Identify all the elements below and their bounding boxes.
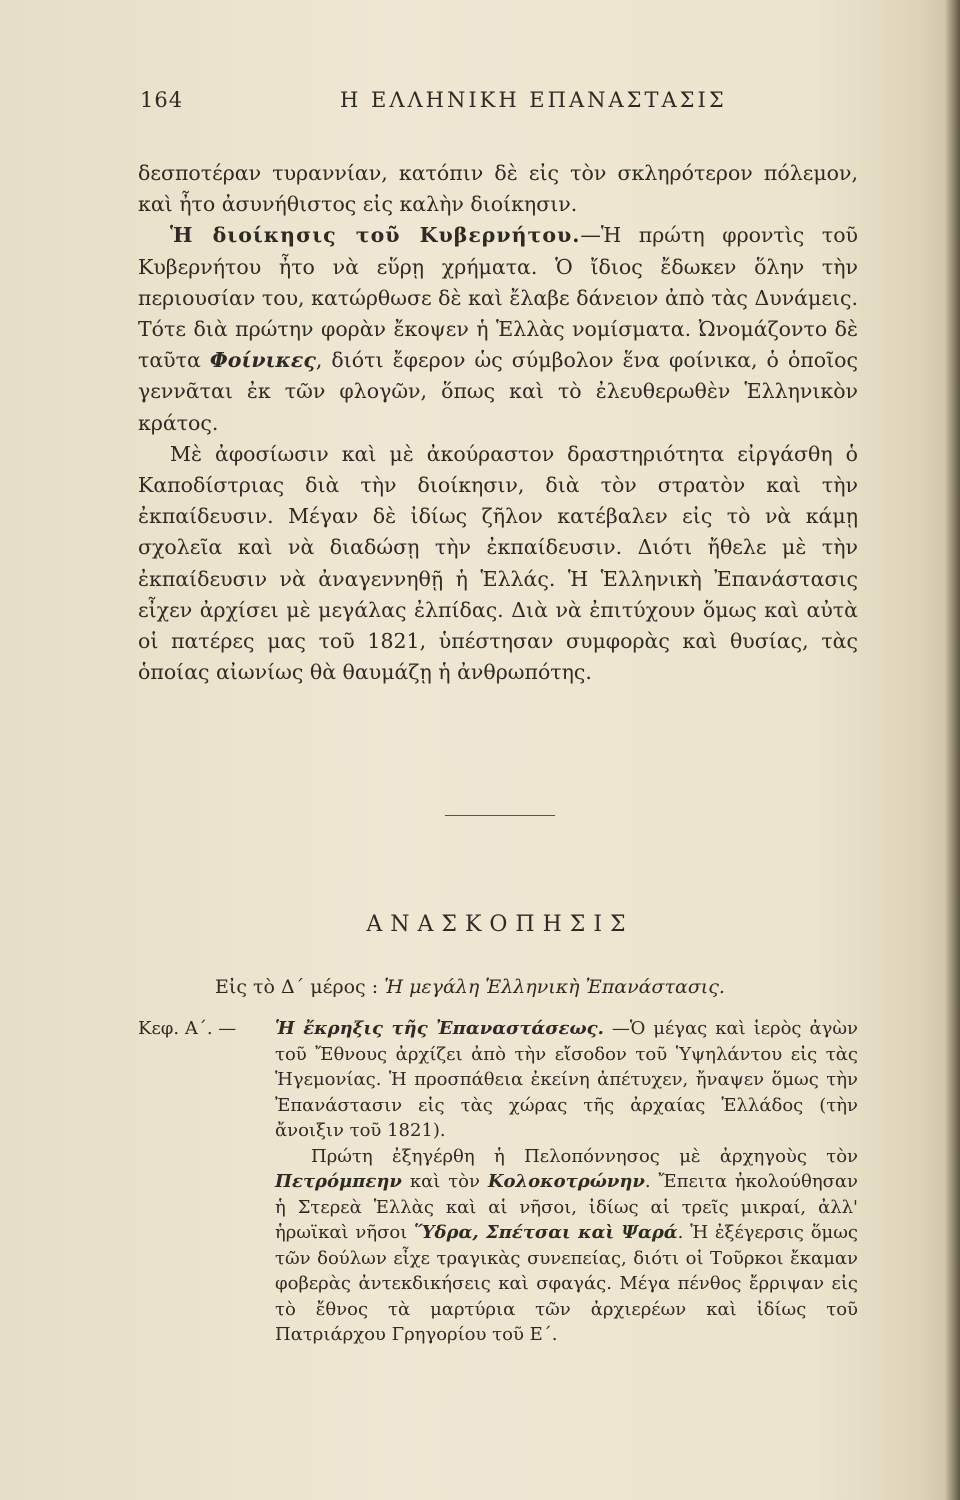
review-title: ΑΝΑΣΚΟΠΗΣΙΣ — [366, 912, 634, 937]
page-header — [140, 88, 840, 118]
summary-text: —Ὁ μέγας καὶ ἱερὸς ἀγὼν τοῦ Ἔθνους ἀρχίζει ἀπὸ τὴν εἴσοδον τοῦ Ὑψηλάντου εἰς τὰς Ἡγεμονίας. Ἡ προσπάθεια ἐκείνη ἀπέτυχεν, ἤναψεν ὅμως τὴν Ἐπανάστασιν εἰς τὰς χώρας τῆς ἀρχαίας Ἑλλάδος (τὴν ἄνοιξιν τοῦ 1821). — [275, 1018, 859, 1141]
section-divider — [445, 815, 555, 816]
summary-text: Πρώτη ἐξηγέρθη ἡ Πελοπόννησος μὲ ἀρχηγοὺς τὸν — [311, 1145, 858, 1167]
paragraph-text: , διότι ἔφερον ὡς σύμβολον ἕνα φοίνικα, ὁ ὁποῖος γεννᾶται ἐκ τῶν φλογῶν, ὅπως καὶ τὸ ἐλευθερωθὲν Ἑλληνικὸν κράτος. — [138, 348, 858, 435]
part-title: Ἡ μεγάλη Ἑλληνικὴ Ἐπανάστασις. — [384, 976, 725, 998]
summary-text: . Ἔπειτα ἠκολούθησαν ἡ Στερεὰ Ἑλλὰς καὶ αἱ νῆσοι, ἰδίως αἱ τρεῖς μικραί, ἀλλ' ἡρωϊκαὶ νῆσοι — [275, 1171, 858, 1243]
page-edge-shadow — [944, 0, 960, 1500]
review-part-line — [215, 976, 725, 998]
running-title: Η ΕΛΛΗΝΙΚΗ ΕΠΑΝΑΣΤΑΣΙΣ — [340, 88, 727, 112]
page-number: 164 — [140, 88, 184, 112]
part-label: Εἰς τὸ Δ΄ μέρος : — [215, 976, 379, 998]
paragraph-continuation: δεσποτέραν τυραννίαν, κατόπιν δὲ εἰς τὸν σκληρότερον πόλεμον, καὶ ἦτο ἀσυνήθιστος εἰς καλὴν διοίκησιν. — [138, 161, 858, 217]
main-text — [138, 158, 858, 688]
paragraph-capodistrias: Μὲ ἀφοσίωσιν καὶ μὲ ἀκούραστον δραστηριότητα εἰργάσθη ὁ Καποδίστριας διὰ τὴν διοίκησιν, διὰ τὸν στρατὸν καὶ τὴν ἐκπαίδευσιν. Μέγαν δὲ ἰδίως ζῆλον κατέβαλεν εἰς τὸ νὰ κάμῃ σχολεῖα καὶ νὰ διαδώσῃ τὴν ἐκπαίδευσιν. Διότι ἤθελε μὲ τὴν ἐκπαίδευσιν νὰ ἀναγεννηθῇ ἡ Ἑλλάς. Ἡ Ἑλληνικὴ Ἐπανάστασις εἶχεν ἀρχίσει μὲ μεγάλας ἐλπίδας. Διὰ νὰ ἐπιτύχουν ὅμως καὶ αὐτὰ οἱ πατέρες μας τοῦ 1821, ὑπέστησαν συμφορὰς καὶ θυσίας, τὰς ὁποίας αἰωνίως θὰ θαυμάζῃ ἡ ἀνθρωπότης. — [138, 441, 858, 685]
emphasis-term: Φοίνικες — [209, 348, 316, 373]
paragraph-administration — [138, 220, 858, 438]
chapter-summary-body — [275, 1016, 858, 1348]
chapter-summary — [138, 1016, 858, 1348]
emphasis-islands: Ὕδρα, Σπέτσαι καὶ Ψαρά — [414, 1222, 678, 1243]
summary-paragraph — [275, 1016, 858, 1144]
paragraph-text: —Ἡ πρώτη φροντὶς τοῦ Κυβερνήτου ἦτο νὰ εὕρῃ χρήματα. Ὁ ἴδιος ἔδωκεν ὅλην τὴν περιουσίαν του, κατώρθωσε δὲ καὶ ἔλαβε δάνειον ἀπὸ τὰς Δυνάμεις. Τότε διὰ πρώτην φορὰν ἔκοψεν ἡ Ἑλλὰς νομίσματα. Ὠνομάζοντο δὲ ταῦτα — [138, 223, 858, 373]
summary-text: καὶ τὸν — [401, 1171, 488, 1192]
summary-text: . Ἡ ἐξέγερσις ὅμως τῶν δούλων εἶχε τραγικὰς συνεπείας, διότι οἱ Τοῦρκοι ἔκαμαν φοβερὰς ἀντεκδικήσεις καὶ σφαγάς. Μέγα πένθος ἔρριψαν εἰς τὸ ἔθνος τὰ μαρτύρια τῶν ἀρχιερέων καὶ ἰδίως τοῦ Πατριάρχου Γρηγορίου τοῦ Ε΄. — [275, 1222, 858, 1345]
emphasis-name: Πετρόμπεην — [275, 1171, 402, 1192]
section-heading: Ἡ διοίκησις τοῦ Κυβερνήτου. — [170, 223, 581, 248]
emphasis-name: Κολοκοτρώνην — [487, 1171, 645, 1192]
summary-paragraph — [275, 1144, 858, 1348]
chapter-title: Ἡ ἔκρηξις τῆς Ἐπαναστάσεως. — [275, 1018, 604, 1039]
chapter-label: Κεφ. Α΄. — — [138, 1018, 237, 1039]
